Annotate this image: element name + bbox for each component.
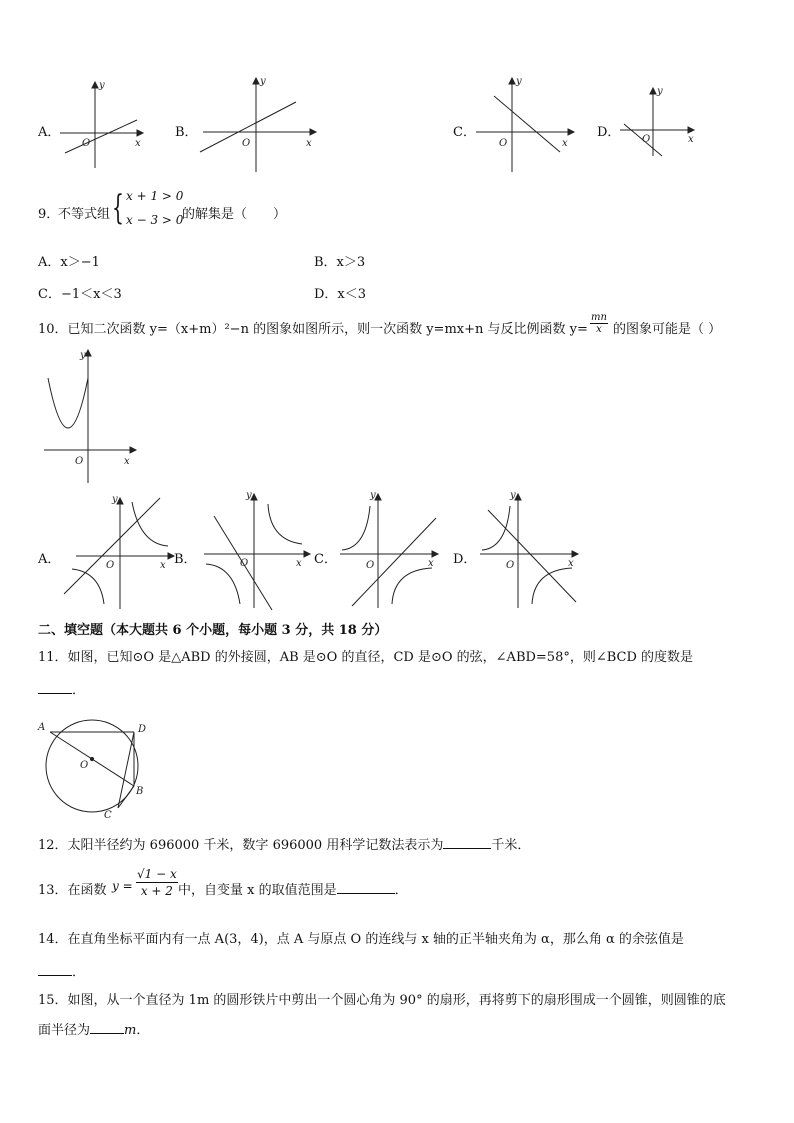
q10-frac-num: mn — [591, 312, 607, 323]
q14-end: ． — [72, 965, 86, 980]
q15-unit: m — [124, 1023, 137, 1038]
q13-denominator: x + 2 — [140, 884, 173, 898]
q10-stem-post: 的图象可能是（ ） — [613, 322, 722, 337]
q9-system-brace: { — [112, 188, 124, 228]
svg-text:y: y — [370, 490, 376, 501]
q13-post: 中，自变量 x 的取值范围是 — [178, 883, 337, 898]
svg-text:y: y — [112, 494, 118, 505]
q8-option-d-label: D． — [597, 125, 621, 140]
q8-option-c-graph — [474, 74, 579, 179]
svg-text:y: y — [657, 86, 663, 97]
svg-text:O: O — [80, 760, 89, 771]
q9-option-a: A．x＞−1 — [38, 255, 100, 270]
svg-text:O: O — [82, 138, 91, 149]
q10-option-a-label: A． — [38, 552, 61, 567]
svg-text:x: x — [135, 138, 141, 149]
svg-text:O: O — [106, 560, 115, 571]
svg-text:O: O — [499, 138, 508, 149]
q15-line2-pre: 面半径为 — [38, 1023, 91, 1038]
q15-line2 — [38, 1019, 149, 1038]
q10-option-d-graph — [476, 488, 586, 613]
q10-option-b-label: B． — [174, 552, 197, 567]
q10-option-c-graph — [336, 488, 446, 613]
q9-number: 9． — [38, 207, 60, 222]
q9-system-line1: x + 1 > 0 — [126, 189, 184, 203]
q11-end: ． — [72, 683, 86, 698]
svg-text:y: y — [246, 490, 252, 501]
svg-text:x: x — [428, 558, 434, 569]
q8-option-c-label: C． — [453, 125, 476, 140]
q12-line — [38, 834, 530, 853]
svg-text:x: x — [124, 456, 130, 467]
svg-text:y: y — [99, 80, 105, 91]
section2-title: 二、填空题（本大题共 6 个小题，每小题 3 分，共 18 分） — [38, 623, 388, 638]
svg-text:C: C — [104, 810, 112, 821]
q14-answer-line — [38, 961, 85, 980]
svg-text:O: O — [242, 138, 251, 149]
q10-option-c-label: C． — [314, 552, 337, 567]
q9-stem-post: 的解集是（ ） — [182, 207, 287, 222]
q10-parabola-graph — [42, 348, 142, 473]
q14-stem: 14．在直角坐标平面内有一点 A(3，4)，点 A 与原点 O 的连线与 x 轴的正半轴夹角为 α，那么角 α 的余弦值是 — [38, 932, 684, 947]
q15-end: ． — [136, 1023, 150, 1038]
q10-stem-pre: 10．已知二次函数 y=（x+m）²−n 的图象如图所示，则一次函数 y=mx+n 与反比例函数 y= — [38, 322, 588, 337]
q9-option-d: D．x＜3 — [314, 287, 367, 302]
q8-option-a-label: A． — [38, 125, 61, 140]
q13-pre: 13．在函数 — [38, 883, 107, 898]
q8-option-d-graph — [618, 84, 698, 164]
q11-stem: 11．如图，已知⊙O 是△ABD 的外接圆，AB 是⊙O 的直径，CD 是⊙O 的弦，∠ABD=58°，则∠BCD 的度数是 — [38, 650, 694, 665]
svg-text:B: B — [136, 786, 144, 797]
q12-pre: 12．太阳半径约为 696000 千米，数字 696000 用科学记数法表示为 — [38, 838, 444, 853]
svg-text:y: y — [516, 76, 522, 87]
svg-text:x: x — [688, 134, 694, 145]
q12-post: 千米． — [491, 838, 531, 853]
svg-text:y: y — [260, 76, 266, 87]
q11-circle-figure — [36, 714, 156, 824]
q8-option-b-graph — [198, 72, 318, 182]
q13-numerator: √1 − x — [137, 867, 177, 881]
q13-func: y = — [112, 879, 133, 893]
q13-fraction — [136, 866, 178, 899]
q13-end: ． — [394, 883, 408, 898]
svg-text:y: y — [80, 350, 86, 361]
q8-option-a-graph — [55, 78, 155, 173]
q11-answer-line — [38, 679, 85, 698]
q9-option-b: B．x＞3 — [314, 255, 366, 270]
q9-stem-pre: 不等式组 — [58, 207, 111, 222]
svg-text:O: O — [240, 558, 249, 569]
svg-text:O: O — [642, 134, 651, 145]
svg-text:A: A — [38, 722, 46, 733]
q13-post-line — [178, 879, 408, 898]
svg-text:x: x — [306, 138, 312, 149]
q9-system-line2: x − 3 > 0 — [126, 213, 184, 227]
svg-text:O: O — [506, 560, 515, 571]
svg-text:x: x — [160, 560, 166, 571]
svg-text:O: O — [366, 560, 375, 571]
svg-text:D: D — [138, 724, 147, 735]
q15-line1: 15．如图，从一个直径为 1m 的圆形铁片中剪出一个圆心角为 90° 的扇形，再将剪下的扇形围成一个圆锥，则圆锥的底 — [38, 993, 726, 1008]
svg-text:O: O — [75, 456, 84, 467]
q8-option-b-label: B． — [175, 125, 198, 140]
q10-option-a-graph — [62, 494, 177, 609]
q10-fraction — [590, 312, 608, 335]
q10-frac-den: x — [596, 324, 602, 335]
q9-option-c: C．−1＜x＜3 — [38, 287, 122, 302]
svg-text:y: y — [510, 490, 516, 501]
svg-text:x: x — [296, 558, 302, 569]
q10-option-b-graph — [200, 488, 315, 613]
svg-text:x: x — [568, 558, 574, 569]
q10-option-d-label: D． — [453, 552, 477, 567]
svg-text:x: x — [562, 138, 568, 149]
